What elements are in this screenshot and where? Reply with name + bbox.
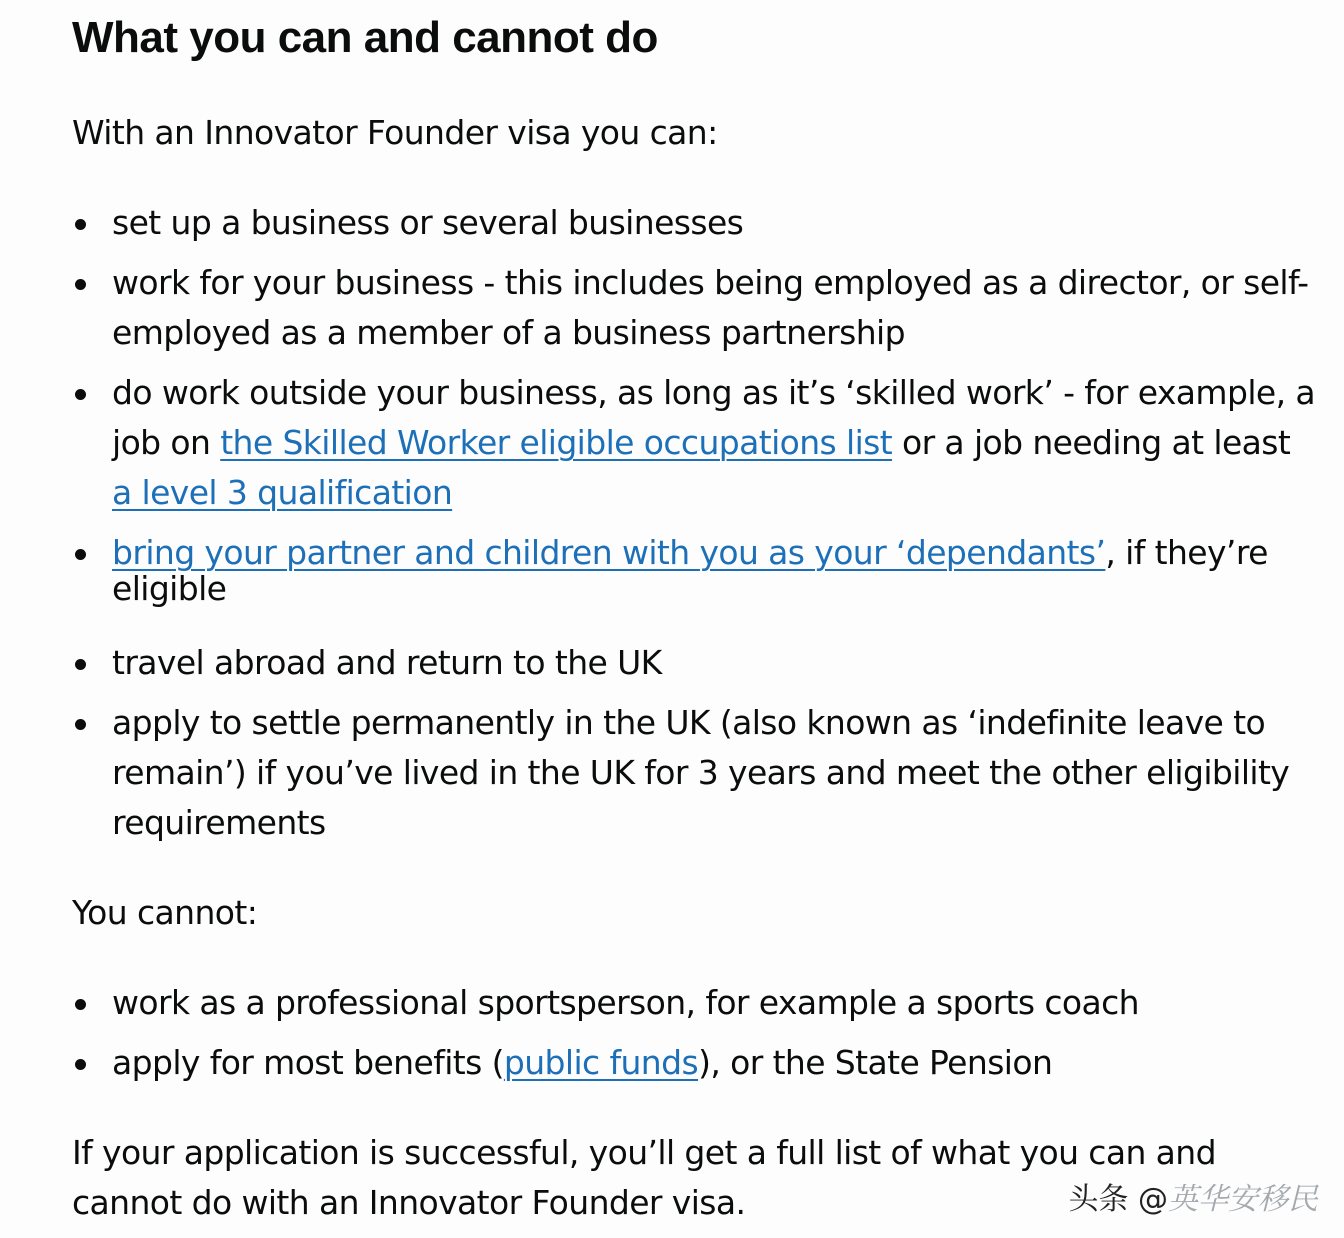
outro-line2: cannot do with an Innovator Founder visa. xyxy=(72,1183,746,1222)
list-item-sportsperson xyxy=(112,978,1327,1028)
list-item-text-line3 xyxy=(112,468,1327,518)
list-item-text-line2: remain’) if you’ve lived in the UK for 3 years and meet the other eligibility xyxy=(112,753,1290,792)
bullet-icon xyxy=(75,549,86,560)
list-item-text-line2: eligible xyxy=(112,569,227,608)
bullet-icon xyxy=(75,219,86,230)
dependants-link[interactable]: bring your partner and children with you as your ‘dependants’ xyxy=(112,533,1106,572)
list-item-text: travel abroad and return to the UK xyxy=(112,643,662,682)
list-item-text-line1 xyxy=(112,528,1327,578)
list-item-settle-permanently xyxy=(112,698,1327,848)
section-heading: What you can and cannot do xyxy=(72,13,658,62)
skilled-worker-occupations-link[interactable]: the Skilled Worker eligible occupations list xyxy=(220,423,893,462)
text-before-link: apply for most benefits ( xyxy=(112,1043,504,1082)
text-after-link: ), or the State Pension xyxy=(698,1043,1053,1082)
watermark-prefix: 头条 @ xyxy=(1068,1182,1168,1217)
can-intro: With an Innovator Founder visa you can: xyxy=(72,113,718,152)
list-item-text: work as a professional sportsperson, for example a sports coach xyxy=(112,983,1139,1022)
text-after-link: or a job needing at least xyxy=(892,423,1291,462)
bullet-icon xyxy=(75,389,86,400)
level-3-qualification-link[interactable]: a level 3 qualification xyxy=(112,473,453,512)
watermark-brand: 英华安移民 xyxy=(1168,1182,1318,1217)
list-item-work-for-business xyxy=(112,258,1327,358)
cannot-intro: You cannot: xyxy=(72,893,258,932)
list-item-text-line2 xyxy=(112,418,1327,468)
list-item-text-line2: employed as a member of a business partnership xyxy=(112,313,905,352)
watermark xyxy=(1068,1182,1318,1218)
bullet-icon xyxy=(75,279,86,290)
text-after-link: , if they’re xyxy=(1105,533,1268,572)
list-item-travel-abroad xyxy=(112,638,1327,688)
list-item-text-line1: do work outside your business, as long as it’s ‘skilled work’ - for example, a xyxy=(112,373,1315,412)
list-item-text xyxy=(112,1038,1327,1088)
list-item-work-outside-business xyxy=(112,368,1327,518)
list-item-set-up-business xyxy=(112,198,1327,248)
bullet-icon xyxy=(75,659,86,670)
list-item-text-line1: work for your business - this includes being employed as a director, or self- xyxy=(112,263,1309,302)
bullet-icon xyxy=(75,1059,86,1070)
list-item-text-line1: apply to settle permanently in the UK (also known as ‘indefinite leave to xyxy=(112,703,1266,742)
outro-paragraph xyxy=(72,1128,1216,1228)
public-funds-link[interactable]: public funds xyxy=(503,1043,699,1082)
list-item-text-line3: requirements xyxy=(112,803,326,842)
outro-line1: If your application is successful, you’ll get a full list of what you can and xyxy=(72,1133,1216,1172)
list-item-benefits xyxy=(112,1038,1327,1088)
list-item-bring-dependants xyxy=(112,528,1327,614)
text-before-link: job on xyxy=(112,423,221,462)
bullet-icon xyxy=(75,999,86,1010)
bullet-icon xyxy=(75,719,86,730)
list-item-text: set up a business or several businesses xyxy=(112,203,744,242)
